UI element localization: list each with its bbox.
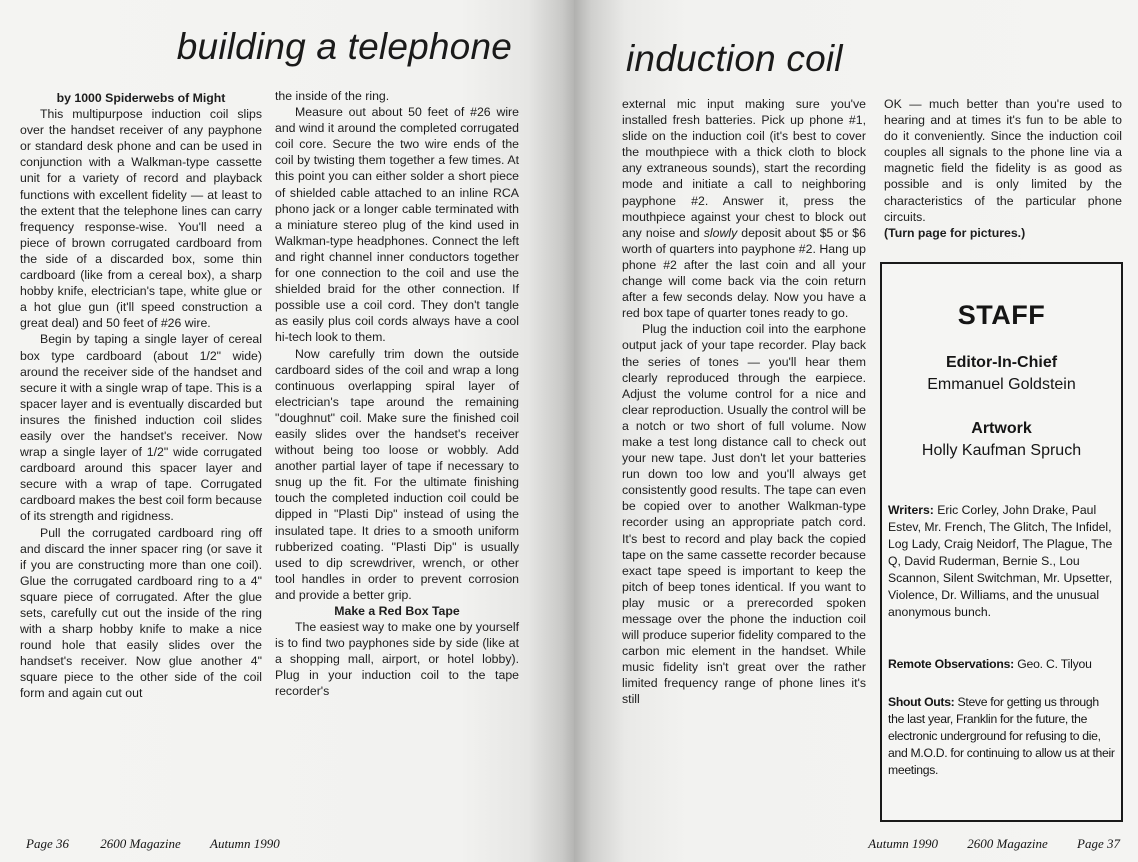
- turn-page-note: (Turn page for pictures.): [884, 225, 1026, 240]
- writers-list: Eric Corley, John Drake, Paul Estev, Mr. French, The Glitch, The Infidel, Log Lady, Craig Neidorf, The Plague, The Q, David Ruderman, Bernie S., Lou Scannon, Silent Switchman, Mr. Upsetter, Violence, Dr. Williams, and the unusual anonymous bunch.: [888, 503, 1113, 619]
- article-title-left: building a telephone: [176, 26, 512, 67]
- remote-observations: [888, 656, 1115, 673]
- paragraph: Now carefully trim down the outside cardboard sides of the coil and wrap a long continuous overlapping spiral layer of electrician's tape around the remaining "doughnut" coil. Make sure the finished coil easily slides over the handset's receiver without being too loose or wobbly. Add another partial layer of tape if necessary to snug up the fit. For the ultimate finishing touch the completed induction coil could be dipped in "Plasti Dip" instead of using the insulated tape. It dries to a smooth uniform rubberized coating. "Plasti Dip" is usually used to dip screwdriver, wrench, or other tool handles in order to prevent corrosion and provide a better grip.: [275, 346, 519, 602]
- left-column-1: [20, 90, 262, 702]
- writers-credits: [888, 502, 1115, 621]
- paragraph-text: external mic input making sure you've installed fresh batteries. Pick up phone #1, slide on the induction coil (it's best to cover the mouthpiece with a thick cloth to block any extraneous sounds), start the recording mode and initiate a call to neighboring payphone #2. Answer it, press the mouthpiece against your chest to block out any noise and: [622, 97, 866, 240]
- article-title-right: induction coil: [626, 38, 843, 79]
- magazine-name: 2600 Magazine: [100, 836, 181, 851]
- staff-title: STAFF: [957, 300, 1046, 330]
- shouts-text: Steve for getting us through the last year, Franklin for the future, the electronic underground for refusing to die, and M.O.D. for continuing to allow us at their meetings.: [888, 695, 1115, 777]
- remote-label: Remote Observations:: [888, 657, 1015, 671]
- editor-role: Editor-In-Chief: [945, 354, 1058, 371]
- shouts-label: Shout Outs:: [888, 695, 955, 709]
- right-page: [574, 0, 1138, 862]
- paragraph: Pull the corrugated cardboard ring off and discard the inner spacer ring (or save it if you are constructing more than one coil). Glue the corrugated cardboard ring to a 4" square piece of corrugated. After the glue sets, carefully cut out the inside of the ring with a sharp hobby knife to make a nice round hole that easily slides over the handset's receiver. Now glue another 4" square piece to the other side of the coil form and again cut out: [20, 525, 262, 701]
- staff-box: [880, 262, 1123, 822]
- artwork-role: Artwork: [971, 420, 1032, 437]
- editor-name: Emmanuel Goldstein: [927, 376, 1076, 393]
- emphasis-text: slowly: [703, 225, 738, 240]
- magazine-name: 2600 Magazine: [967, 836, 1048, 851]
- paragraph: The easiest way to make one by yourself is to find two payphones side by side (like at a shopping mall, airport, or hotel lobby). Plug in your induction coil to the tape recorder's: [275, 620, 519, 699]
- paragraph: This multipurpose induction coil slips over the handset receiver of any payphone or standard desk phone and can be used in conjunction with a Walkman-type cassette unit for a variety of record and playback functions with excellent fidelity — at least to the extent that the telephone lines can carry frequency response-wise. You'll need a piece of brown corrugated cardboard from the side of a discarded box, some thin cardboard (like from a cereal box), a sharp hobby knife, electrician's tape, white glue or a hot glue gun (it'll speed construction a great deal) and 50 feet of #26 wire.: [20, 107, 262, 331]
- paragraph: Plug the induction coil into the earphone output jack of your tape recorder. Play back the series of tones — you'll hear them clearly reproduced through the earpiece. Adjust the volume control for a nice and clear reproduction. Usually the control will be a notch or two short of full volume. Now make a test long distance call to check out your new tape. Just don't let your batteries run down too low and you'll always get consistently good results. The tape can even be copied over to another Walkman-type recorder using an appropriate patch cord. It's best to record and play back the copied tape on the same cassette recorder because exact tape speed is important to keep the pitch of beep tones identical. If you want to play music or a prerecorded spoken message over the phone the induction coil will produce superior fidelity compared to the carbon mic element in the handset. While music fidelity isn't great over the rather limited frequency range of phone lines it's still: [622, 322, 867, 707]
- paragraph: the inside of the ring.: [275, 89, 390, 103]
- issue-season: Autumn 1990: [210, 836, 280, 851]
- paragraph: [622, 96, 866, 321]
- writers-label: Writers:: [888, 503, 934, 517]
- shout-outs: [888, 694, 1115, 779]
- issue-season: Autumn 1990: [868, 836, 938, 851]
- footer-left: [26, 836, 280, 852]
- page-number: Page 36: [26, 836, 69, 851]
- paragraph: OK — much better than you're used to hearing and at times it's fun to be able to do it conveniently. Since the induction coil couples all signals to the phone line via a magnetic field the fidelity is as good as possible and is only limited by the characteristics of the particular phone circuits.: [884, 97, 1122, 224]
- footer-right: [868, 836, 1120, 852]
- left-column-2: [275, 88, 519, 700]
- paragraph: Measure out about 50 feet of #26 wire and wind it around the completed corrugated coil core. Secure the two wire ends of the coil by twisting them together a few times. At this point you can either solder a short piece of shielded cable attached to an inline RCA phono jack or a longer cable terminated with a miniature stereo plug of the kind used in Walkman-type headphones. Connect the left and right channel inner conductors together for one connection to the coil and use the shielded braid for the other connection. If possible use a coil cord. They don't tangle as easily plus coil cords always have a cool hi-tech look to them.: [275, 105, 519, 345]
- right-column-1: [622, 96, 866, 708]
- remote-name: Geo. C. Tilyou: [1017, 657, 1092, 671]
- right-column-2: [884, 96, 1122, 241]
- byline: by 1000 Spiderwebs of Might: [56, 91, 226, 105]
- paragraph-text: deposit about $5 or $6 worth of quarters into payphone #2. Hang up phone #2 after the last coin and all your change will come back via the coin return after a few seconds delay. Now you have a red box tape of quarter tones ready to go.: [622, 225, 866, 321]
- artwork-name: Holly Kaufman Spruch: [921, 442, 1082, 459]
- section-heading: Make a Red Box Tape: [334, 604, 460, 618]
- page-number: Page 37: [1077, 836, 1120, 851]
- paragraph: Begin by taping a single layer of cereal box type cardboard (about 1/2" wide) around the receiver side of the handset and secure it with a single wrap of tape. This is a spacer layer and is eventually discarded but insures the finished induction coil slides easily over the handset's receiver. Now wrap a single layer of 1/2" wide corrugated cardboard around this spacer layer and secure with a wrap of tape. Corrugated cardboard makes the best coil form because of its strength and rigidness.: [20, 332, 262, 524]
